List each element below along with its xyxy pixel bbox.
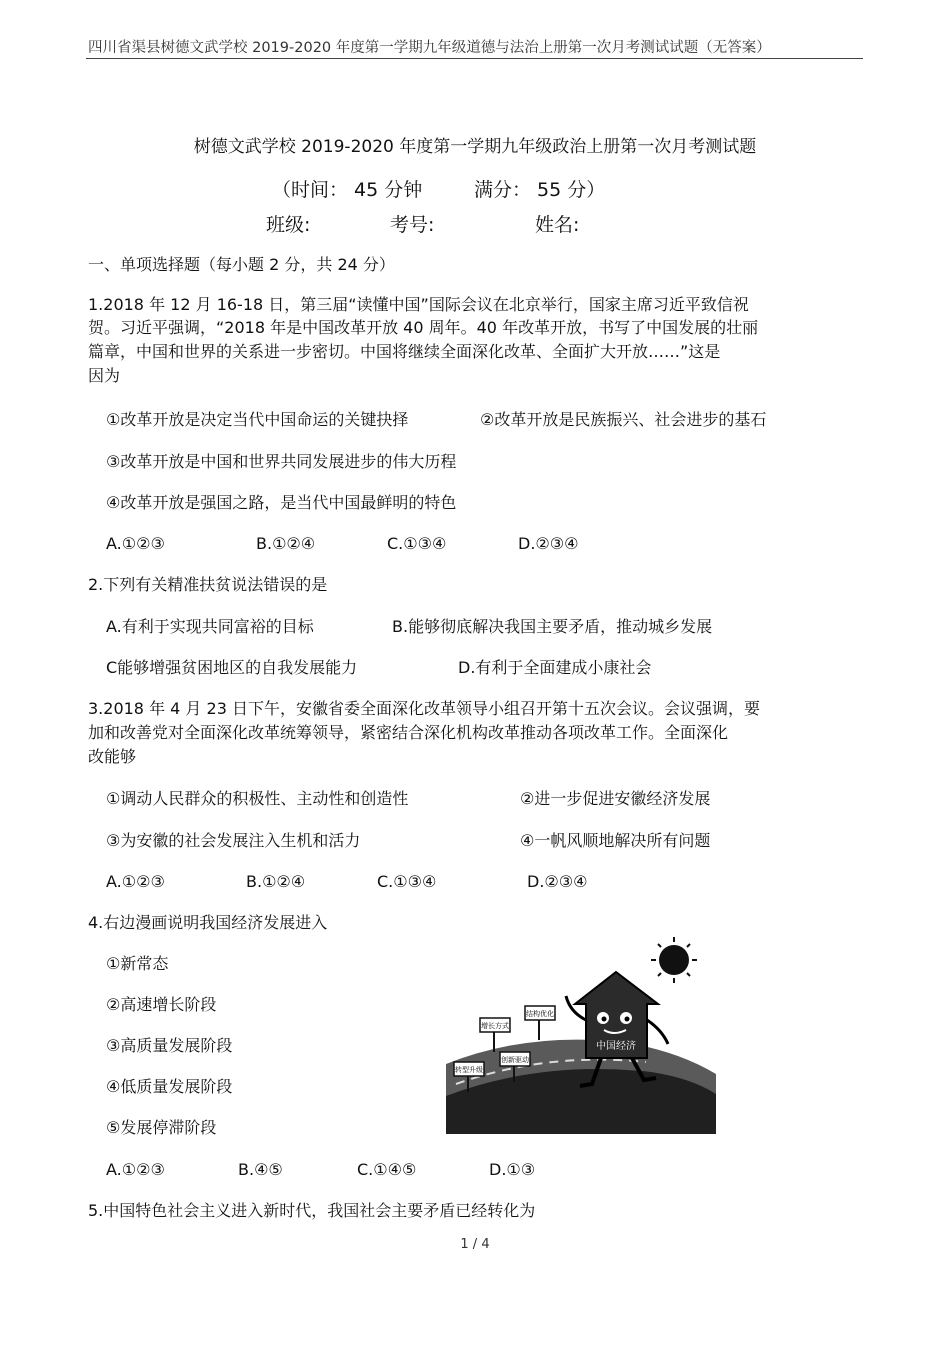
q1-choice-c: C.①③④ — [387, 534, 447, 553]
q1-line-2: 贺。习近平强调，“2018 年是中国改革开放 40 周年。40 年改革开放，书写了中国发展的壮丽 — [88, 318, 759, 337]
class-label: 班级: — [266, 214, 311, 236]
q3-choice-d: D.②③④ — [527, 872, 588, 891]
exam-title: 树德文武学校 2019-2020 年度第一学期九年级政治上册第一次月考测试题 — [193, 137, 757, 157]
sign-label: 转型升级 — [455, 1066, 483, 1074]
q1-statement-4: ④改革开放是强国之路，是当代中国最鲜明的特色 — [106, 493, 457, 512]
page-number: 1 / 4 — [460, 1237, 490, 1252]
q3-line-1: 3.2018 年 4 月 23 日下午，安徽省委全面深化改革领导小组召开第十五次会议。会议强调，要 — [88, 699, 760, 718]
sign-label: 结构优化 — [526, 1010, 554, 1018]
exam-full-score: 满分： 55 分） — [474, 179, 606, 201]
q3-statement-4: ④一帆风顺地解决所有问题 — [520, 831, 711, 850]
q4-statement-2: ②高速增长阶段 — [106, 995, 217, 1014]
sun-icon — [651, 937, 697, 983]
q1-statement-1: ①改革开放是决定当代中国命运的关键抉择 — [106, 410, 409, 429]
q3-choice-c: C.①③④ — [377, 872, 437, 891]
q2-stem: 2.下列有关精准扶贫说法错误的是 — [88, 575, 328, 594]
exam-number-label: 考号: — [390, 214, 435, 236]
q3-line-3: 改能够 — [88, 747, 137, 766]
q1-line-3: 篇章，中国和世界的关系进一步密切。中国将继续全面深化改革、全面扩大开放……”这是 — [88, 342, 721, 361]
q3-line-2: 加和改善党对全面深化改革统筹领导，紧密结合深化机构改革推动各项改革工作。全面深化 — [88, 723, 729, 742]
q2-option-a: A.有利于实现共同富裕的目标 — [106, 617, 314, 636]
header-divider — [86, 58, 863, 59]
q3-statement-2: ②进一步促进安徽经济发展 — [520, 789, 711, 808]
q4-choice-b: B.④⑤ — [238, 1160, 283, 1179]
q4-statement-5: ⑤发展停滞阶段 — [106, 1118, 217, 1137]
q4-stem: 4.右边漫画说明我国经济发展进入 — [88, 913, 328, 932]
economy-cartoon-illustration — [446, 934, 716, 1134]
section-heading: 一、单项选择题（每小题 2 分，共 24 分） — [88, 255, 395, 274]
exam-time: （时间： 45 分钟 — [272, 179, 423, 201]
q2-option-b: B.能够彻底解决我国主要矛盾，推动城乡发展 — [392, 617, 713, 636]
q2-option-d: D.有利于全面建成小康社会 — [458, 658, 652, 677]
q1-line-4: 因为 — [88, 366, 121, 385]
q1-choice-d: D.②③④ — [518, 534, 579, 553]
q5-stem: 5.中国特色社会主义进入新时代，我国社会主要矛盾已经转化为 — [88, 1201, 536, 1220]
road-sign-2 — [525, 1006, 555, 1040]
q4-choice-c: C.①④⑤ — [357, 1160, 417, 1179]
q4-statement-3: ③高质量发展阶段 — [106, 1036, 233, 1055]
house-label: 中国经济 — [596, 1041, 636, 1052]
q1-choice-b: B.①②④ — [256, 534, 316, 553]
q4-choice-a: A.①②③ — [106, 1160, 165, 1179]
q1-choice-a: A.①②③ — [106, 534, 165, 553]
sign-label: 增长方式 — [481, 1022, 509, 1030]
q4-statement-4: ④低质量发展阶段 — [106, 1077, 233, 1096]
q1-statement-2: ②改革开放是民族振兴、社会进步的基石 — [480, 410, 767, 429]
q1-line-1: 1.2018 年 12 月 16-18 日，第三届“读懂中国”国际会议在北京举行，国家主席习近平致信祝 — [88, 295, 749, 314]
q3-choice-b: B.①②④ — [246, 872, 306, 891]
q4-choice-d: D.①③ — [489, 1160, 536, 1179]
q1-statement-3: ③改革开放是中国和世界共同发展进步的伟大历程 — [106, 452, 457, 471]
q3-statement-1: ①调动人民群众的积极性、主动性和创造性 — [106, 789, 409, 808]
q3-choice-a: A.①②③ — [106, 872, 165, 891]
q4-statement-1: ①新常态 — [106, 954, 169, 973]
q2-option-c: C能够增强贫困地区的自我发展能力 — [106, 658, 358, 677]
q3-statement-3: ③为安徽的社会发展注入生机和活力 — [106, 831, 361, 850]
name-label: 姓名: — [535, 214, 580, 236]
page-header: 四川省渠县树德文武学校 2019-2020 年度第一学期九年级道德与法治上册第一次月考测试试题（无答案） — [88, 40, 771, 56]
sign-label: 创新驱动 — [501, 1056, 529, 1064]
